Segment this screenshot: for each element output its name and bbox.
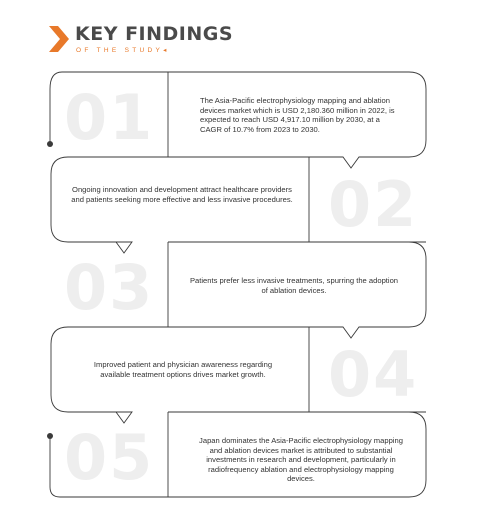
finding-text-03: Patients prefer less invasive treatments, spurring the adoption of ablation devices. xyxy=(189,276,399,295)
flow-dot xyxy=(47,433,53,439)
finding-number-01: 01 xyxy=(64,81,155,154)
finding-text-02: Ongoing innovation and development attract healthcare providers and patients seeking more effective and less invasive procedures. xyxy=(71,185,293,204)
finding-text-05: Japan dominates the Asia-Pacific electrophysiology mapping and ablation devices market is attributed to substantial investments in research and development, particularly in radiofrequency ablation and electrophysiology mapping devices. xyxy=(199,436,403,484)
finding-text-01: The Asia-Pacific electrophysiology mapping and ablation devices market which is USD 2,180.360 million in 2022, is expected to reach USD 4,917.10 million by 2030, at a CAGR of 10.7% from 2023 to 2030. xyxy=(200,96,395,134)
flow-dot xyxy=(47,141,53,147)
finding-number-03: 03 xyxy=(64,251,155,324)
finding-number-02: 02 xyxy=(328,168,419,241)
finding-text-04: Improved patient and physician awareness regarding available treatment options drives market growth. xyxy=(93,360,273,379)
page-subtitle: OF THE STUDY◂ xyxy=(76,47,167,54)
page-title: KEY FINDINGS xyxy=(75,23,234,45)
finding-number-05: 05 xyxy=(64,421,155,494)
finding-number-04: 04 xyxy=(328,338,419,411)
